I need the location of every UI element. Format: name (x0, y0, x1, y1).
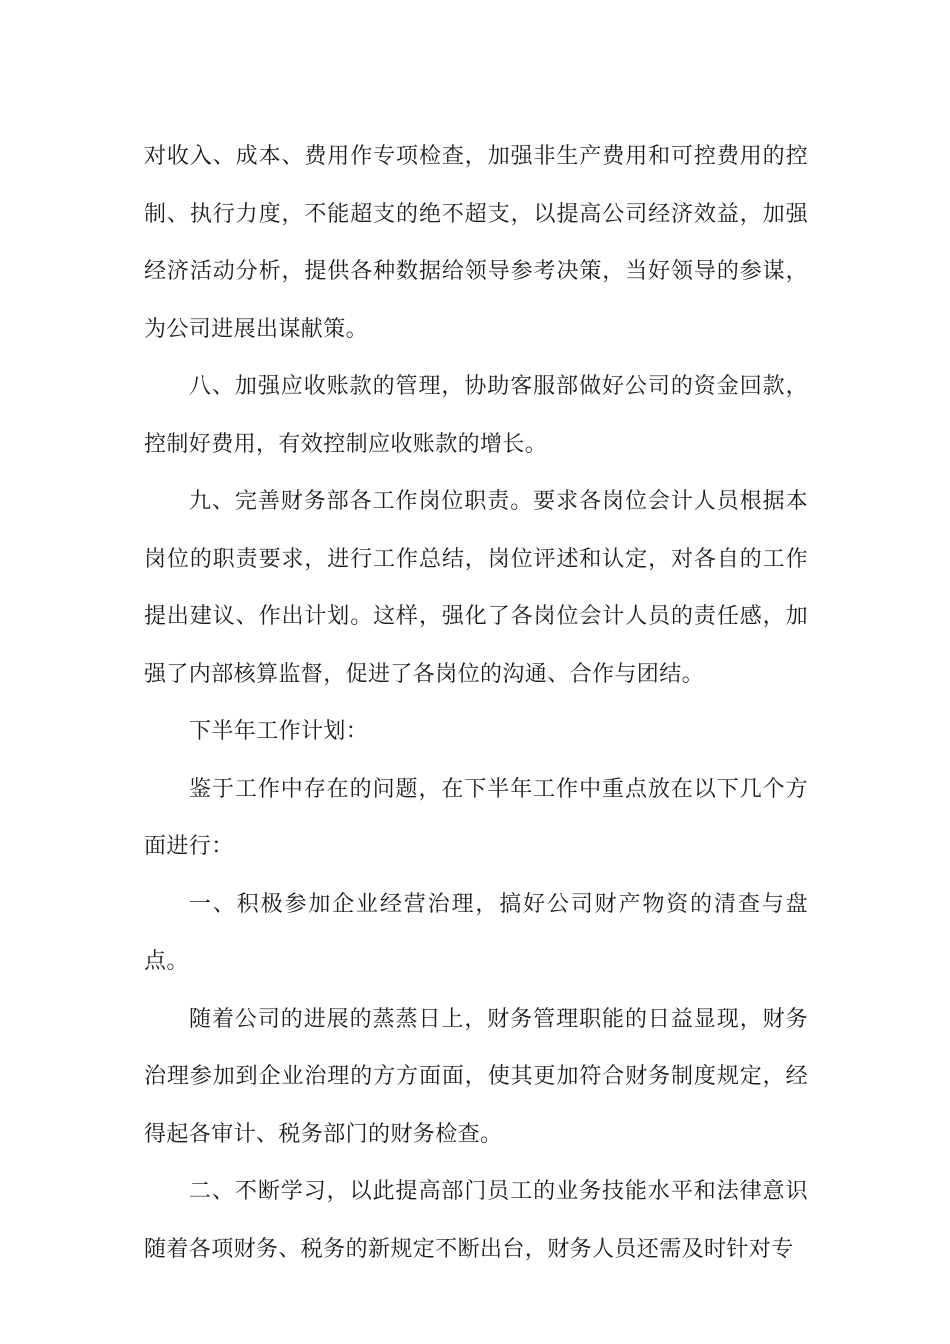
paragraph-1: 对收入、成本、费用作专项检查，加强非生产费用和可控费用的控制、执行力度，不能超支的绝不超支，以提高公司经济效益，加强经济活动分析，提供各种数据给领导参考决策，当好领导的参谋，为公司进展出谋献策。 (144, 144, 808, 342)
paragraph-2: 八、加强应收账款的管理，协助客服部做好公司的资金回款，控制好费用，有效控制应收账款的增长。 (144, 374, 808, 457)
paragraph-3: 九、完善财务部各工作岗位职责。要求各岗位会计人员根据本岗位的职责要求，进行工作总结，岗位评述和认定，对各自的工作提出建议、作出计划。这样，强化了各岗位会计人员的责任感，加强了内部核算监督，促进了各岗位的沟通、合作与团结。 (144, 489, 808, 687)
paragraph-5: 鉴于工作中存在的问题，在下半年工作中重点放在以下几个方面进行： (144, 776, 808, 859)
paragraph-8: 二、不断学习，以此提高部门员工的业务技能水平和法律意识随着各项财务、税务的新规定不断出台，财务人员还需及时针对专 (144, 1179, 808, 1262)
paragraph-4-heading: 下半年工作计划： (189, 719, 369, 744)
document-body (144, 128, 808, 1278)
paragraph-7: 随着公司的进展的蒸蒸日上，财务管理职能的日益显现，财务治理参加到企业治理的方方面面，使其更加符合财务制度规定，经得起各审计、税务部门的财务检查。 (144, 1006, 808, 1147)
paragraph-6: 一、积极参加企业经营治理，搞好公司财产物资的清查与盘点。 (144, 891, 808, 974)
